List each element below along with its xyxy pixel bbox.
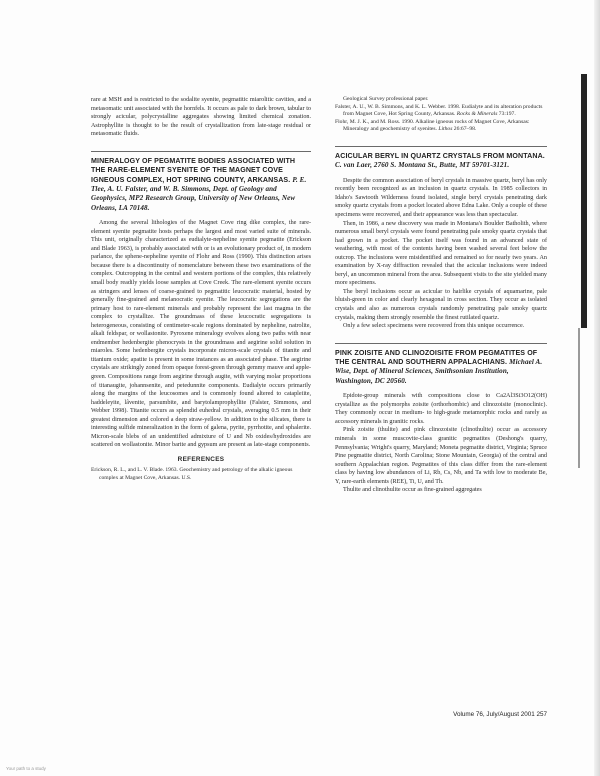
reference-continuation: Geological Survey professional paper. (343, 96, 429, 102)
section-rule (91, 151, 311, 152)
right-column (335, 96, 547, 495)
article-heading (335, 152, 547, 171)
scan-stamp: Your path to a study (6, 766, 46, 771)
article-byline: Michael A. Wise, Dept. of Mineral Sciences, Smithsonian Institution, Washington, DC 20560. (335, 358, 543, 385)
section-rule (335, 343, 547, 344)
body-paragraph: Despite the common association of beryl crystals in massive quartz, beryl has only recently been recognized as an inclusion in quartz crystals. In 1985 collectors in Idaho's Sawtooth Wilderness found isolated, single beryl crystals penetrating dark smoky quartz crystals from a pocket located above Edna Lake. Only a couple of these specimens were recovered, and their appearance was less than spectacular. (335, 177, 547, 218)
page-footer: Volume 76, July/August 2001 257 (453, 711, 547, 718)
body-paragraph: Thulite and clinothulite occur as fine-grained aggregates (343, 487, 482, 494)
reference-entry: Flohr, M. J. K., and M. Ross. 1990. Alkaline igneous rocks of Magnet Cove, Arkansas: Mineralogy and geochemistry of syenites. Lithos 26:67–98. (335, 118, 530, 133)
body-paragraph: Then, in 1986, a new discovery was made in Montana's Boulder Batholith, where numerous small beryl crystals were found penetrating pale smoky quartz crystals that had grown in a pocket. The pocket itself was found in an advanced state of weathering, with most of the contents having been washed several feet below the outcrop. The inclusions were misidentified and remained so for nearly two years. An examination by X-ray diffraction revealed that the acicular inclusions were indeed beryl, an uncommon mineral from the area. Subsequent visits to the site yielded many more specimens. (335, 220, 547, 287)
reference-entry: Erickson, R. L., and L. V. Blade. 1963. Geochemistry and petrology of the alkalic igneous complex at Magnet Cove, Arkansas. U.S. (91, 467, 293, 482)
body-paragraph: Among the several lithologies of the Magnet Cove ring dike complex, the rare-element syenite pegmatite hosts perhaps the largest and most varied suite of minerals. This unit, originally characterized as eudialyte-nepheline syenite pegmatite (Erickson and Blade 1963), is probably associated with or is an evolutionary product of, in modern parlance, the sphene-nepheline syenite of Flohr and Ross (1990). This distinction arises because there is a discontinuity of nomenclature between these two examinations of the complex. Outcropping in the central and western portions of the complex, this relatively small body readily yields loose samples at Cove Creek. The rare-element syenite occurs as stringers and lenses of coarse-grained to pegmatitic leucocratic material, hosted by generally fine-grained and melanocratic syenite. The leucocratic segregations are the primary host to rare-element minerals and probably represent the last magma in the complex to crystallize. The groundmass of these leucocratic segregations is heterogeneous, consisting of centimeter-scale regions dominated by nepheline, natrolite, alkali feldspar, or wollastonite. Pyroxene mineralogy evolves along two paths with near endmember hedenbergite phenocrysts in the groundmass and aegirine solid solution in miaroles. Some hedenbergite crystals incorporate micron-scale crystals of titanite and titanium oxide; apatite is present in some instances as an associated phase. The aegirine crystals are strikingly zoned from opaque forest-green through gemmy mauve and apple-green. Compositions range from aegirine through augite, with varying molar proportions of titanaugite, johannsenite, and petedunnite components. Eudialyte occurs primarily along the margins of the leucosomes and is commonly found altered to catapleiite, haddeleyite, lâvenite, parsumbite, and barytolamprophyllite (Falster, Simmons, and Webber 1998). Titanite occurs as splendid euhedral crystals, averaging 0.5 mm in their greatest dimension and colored a deep straw-yellow. In addition to the silicates, there is interesting sulfide mineralization in the form of galena, pyrite, pyrrhotite, and sphalerite. Micron-scale blebs of an unidentified admixture of U and Nb oxides/hydroxides are scattered on wollastonite. Minor barite and gypsum are present as late-stage components. (91, 220, 311, 449)
references-heading: REFERENCES (177, 455, 225, 463)
section-rule (335, 146, 547, 147)
margin-binding-line (578, 328, 580, 468)
article-title: ACICULAR BERYL IN QUARTZ CRYSTALS FROM MONTANA. (335, 151, 545, 160)
body-paragraph: Pink zoisite (thulite) and pink clinozoisite (clinothulite) occur as accessory minerals in some muscovite-class granitic pegmatites (Deshong's quarry, Pennsylvania; Wright's quarry, Maryland; Moneta pegmatite district, Virginia; Spruce Pine pegmatite district, North Carolina; Stone Mountain, Georgia) of the central and southern Appalachian region. Pegmatites of this class differ from the rare-element class by having low abundances of Li, Rb, Cs, Nb, and Ta with low to moderate Be, Y, rare-earth elements (REE), Ti, U, and Th. (335, 427, 547, 485)
article-title: PINK ZOISITE AND CLINOZOISITE FROM PEGMATITES OF THE CENTRAL AND SOUTHERN APPALACHIANS. (335, 348, 538, 367)
article-heading (335, 349, 547, 387)
left-column (91, 96, 311, 483)
article-heading (91, 157, 311, 213)
body-paragraph: Only a few select specimens were recovered from this unique occurrence. (343, 323, 525, 330)
body-paragraph: Epidote-group minerals with compositions close to Ca2Al3Si3O12(OH) crystallize as the polymorphs zoisite (orthorhombic) and clinozoisite (monoclinic). They commonly occur in medium- to high-grade metamorphic rocks and rarely as accessory minerals in granitic rocks. (335, 393, 547, 425)
body-paragraph: The beryl inclusions occur as acicular to hairlike crystals of aquamarine, pale bluish-green in color and clearly hexagonal in cross section. They occur as isolated crystals and also as numerous crystals randomly penetrating pale smoky quartz crystals, making them strongly resemble the finest rutilated quartz. (335, 288, 547, 321)
intro-paragraph: rare at MSH and is restricted to the sodalite syenite, pegmatitic miarolitic cavities, and a metasomatic unit associated with the hornfels. It occurs as pale to dark brown, tabular to strongly acicular, polycrystalline aggregates showing limited chemical zonation. Astrophyllite is thought to be the result of crystallization from late-stage residual or metasomatic fluids. (91, 97, 311, 138)
page-edge-shadow (594, 0, 600, 776)
article-title: MINERALOGY OF PEGMATITE BODIES ASSOCIATED WITH THE RARE-ELEMENT SYENITE OF THE MAGNET COVE IGNEOUS COMPLEX, HOT SPRING COUNTY, ARKANSAS. (91, 156, 296, 184)
article-byline: P. E. Tlee, A. U. Falster, and W. B. Simmons, Dept. of Geology and Geophysics, MP2 Research Group, University of New Orleans, New Orleans, LA 70148. (91, 175, 307, 212)
article-byline: C. van Laer, 2760 S. Montana St., Butte, MT 59701-3121. (335, 161, 510, 170)
margin-binding-bar (581, 74, 587, 328)
reference-entry: Falster, A. U., W. B. Simmons, and K. L. Webber. 1998. Eudialyte and its alteration products from Magnet Cove, Hot Spring County, Arkansas. Rocks & Minerals 73:197. (335, 103, 543, 118)
